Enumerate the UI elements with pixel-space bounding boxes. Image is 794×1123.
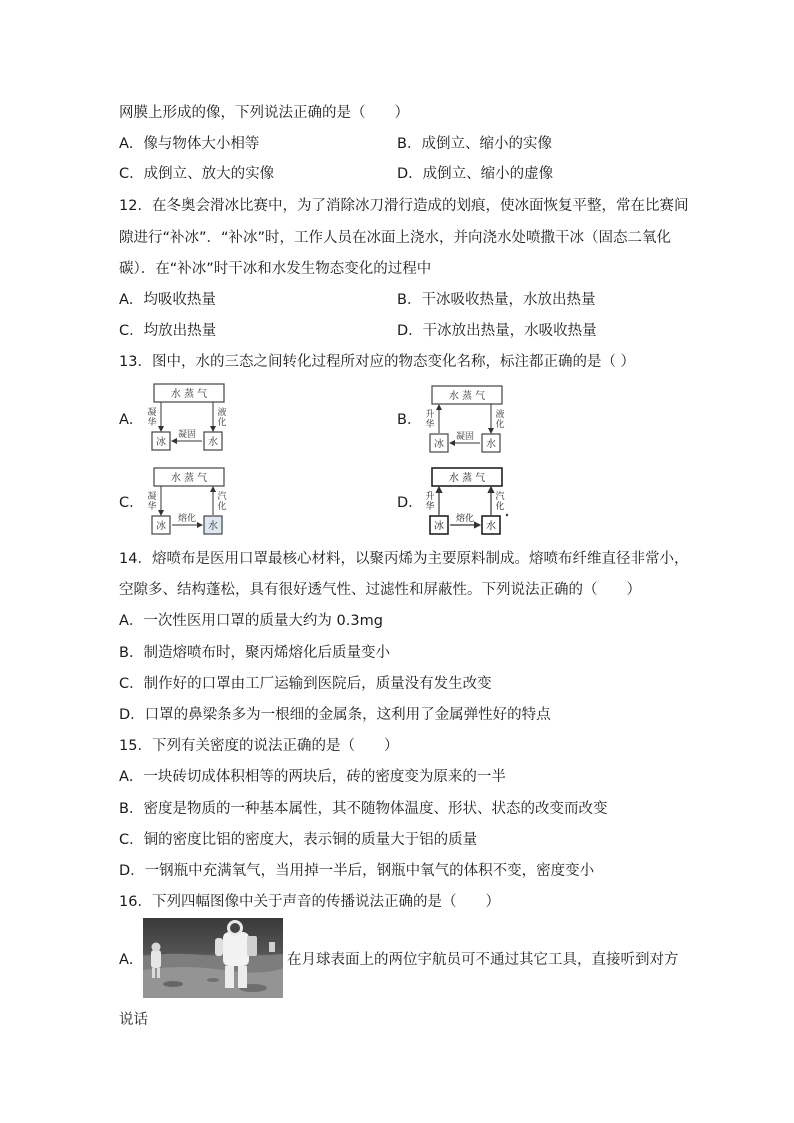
q12-stem-line2: 隙进行“补冰”．“补冰”时，工作人员在冰面上浇水，并向浇水处喷撒干冰（固态二氧化 <box>119 230 672 246</box>
q13-diagram-d <box>426 466 510 538</box>
diagram-d-vapor: 水 蒸 气 <box>448 473 486 484</box>
q11-option-c: C．成倒立、放大的实像 <box>119 166 275 182</box>
q13-option-a-label: A． <box>119 412 144 428</box>
q14-option-a: A．一次性医用口罩的质量大约为 0.3mg <box>119 613 383 629</box>
diagram-a-ice: 冰 <box>156 437 166 448</box>
q16-stem: 16．下列四幅图像中关于声音的传播说法正确的是（ ） <box>119 894 500 910</box>
q11-option-b: B．成倒立、缩小的实像 <box>397 136 552 152</box>
diagram-c-ice: 冰 <box>156 521 166 532</box>
q12-option-d: D．干冰放出热量，水吸收热量 <box>397 323 597 339</box>
q13-diagram-c <box>148 466 228 538</box>
diagram-b-left-1: 升 <box>426 410 435 420</box>
diagram-d-water: 水 <box>486 521 496 532</box>
diagram-b-right-1: 液 <box>495 410 505 420</box>
diagram-b-left-2: 华 <box>426 420 435 430</box>
diagram-a-right-2: 化 <box>217 418 227 428</box>
q14-stem-line2: 空隙多、结构蓬松，具有很好透气性、过滤性和屏蔽性。下列说法正确的（ ） <box>119 582 641 598</box>
q16-option-a-text: 在月球表面上的两位宇航员可不通过其它工具，直接听到对方 <box>287 952 679 968</box>
q12-option-a: A．均吸收热量 <box>119 292 216 308</box>
diagram-c-vapor: 水 蒸 气 <box>170 473 208 484</box>
q13-option-d-label: D． <box>397 495 423 511</box>
diagram-d-left-2: 华 <box>426 502 435 512</box>
q11-option-d: D．成倒立、缩小的虚像 <box>397 166 554 182</box>
diagram-c-right-1: 汽 <box>217 492 227 502</box>
q14-option-b: B．制造熔喷布时，聚丙烯熔化后质量变小 <box>119 645 390 661</box>
diagram-d-right-2: 化 <box>495 502 505 512</box>
q14-option-d: D．口罩的鼻梁条多为一根细的金属条，这利用了金属弹性好的特点 <box>119 707 551 723</box>
diagram-a-vapor: 水 蒸 气 <box>170 389 208 400</box>
diagram-c-left-1: 凝 <box>148 492 157 502</box>
q16-option-a-label: A． <box>119 952 144 968</box>
q12-stem-line1: 12．在冬奥会滑冰比赛中，为了消除冰刀滑行造成的划痕，使冰面恢复平整，常在比赛间 <box>119 198 689 214</box>
q15-stem: 15．下列有关密度的说法正确的是（ ） <box>119 738 399 754</box>
diagram-b-vapor: 水 蒸 气 <box>448 391 486 402</box>
astronaut-moon-photo <box>143 918 283 998</box>
q13-option-c-label: C． <box>119 495 144 511</box>
diagram-b-mid: 凝固 <box>455 432 475 442</box>
q16-option-a-cont: 说话 <box>119 1012 148 1028</box>
diagram-c-right-2: 化 <box>217 502 227 512</box>
q14-stem-line1: 14．熔喷布是医用口罩最核心材料，以聚丙烯为主要原料制成。熔喷布纤维直径非常小， <box>119 551 689 567</box>
q15-option-a: A．一块砖切成体积相等的两块后，砖的密度变为原来的一半 <box>119 769 506 785</box>
q11-option-a: A．像与物体大小相等 <box>119 136 260 152</box>
diagram-b-ice: 冰 <box>434 439 444 450</box>
diagram-b-right-2: 化 <box>495 420 505 430</box>
q12-option-c: C．均放出热量 <box>119 323 217 339</box>
diagram-d-ice: 冰 <box>434 521 444 532</box>
diagram-a-water: 水 <box>208 437 218 448</box>
diagram-d-right-1: 汽 <box>495 492 505 502</box>
diagram-a-mid: 凝固 <box>177 430 197 440</box>
q12-stem-line3: 碳）．在“补冰”时干冰和水发生物态变化的过程中 <box>119 261 432 277</box>
diagram-c-water: 水 <box>208 521 218 532</box>
diagram-c-left-2: 华 <box>148 502 157 512</box>
q11-stem-cont: 网膜上形成的像，下列说法正确的是（ ） <box>119 105 409 121</box>
diagram-c-mid: 熔化 <box>177 514 197 524</box>
diagram-a-left-2: 华 <box>148 418 157 428</box>
q14-option-c: C．制作好的口罩由工厂运输到医院后，质量没有发生改变 <box>119 676 492 692</box>
diagram-a-left-1: 凝 <box>148 408 157 418</box>
q13-diagram-a <box>148 382 228 454</box>
q13-option-b-label: B． <box>397 412 422 428</box>
q15-option-b: B．密度是物质的一种基本属性，其不随物体温度、形状、状态的改变而改变 <box>119 801 608 817</box>
diagram-a-right-1: 液 <box>217 408 227 418</box>
q13-diagram-b <box>426 384 506 456</box>
diagram-d-mid: 熔化 <box>455 514 475 524</box>
q13-stem: 13．图中，水的三态之间转化过程所对应的物态变化名称，标注都正确的是（ ） <box>119 354 636 370</box>
diagram-b-water: 水 <box>486 439 496 450</box>
q15-option-d: D．一钢瓶中充满氧气，当用掉一半后，钢瓶中氧气的体积不变，密度变小 <box>119 863 595 879</box>
diagram-d-left-1: 升 <box>426 492 435 502</box>
q15-option-c: C．铜的密度比铝的密度大，表示铜的质量大于铝的质量 <box>119 832 478 848</box>
q12-option-b: B．干冰吸收热量，水放出热量 <box>397 292 596 308</box>
